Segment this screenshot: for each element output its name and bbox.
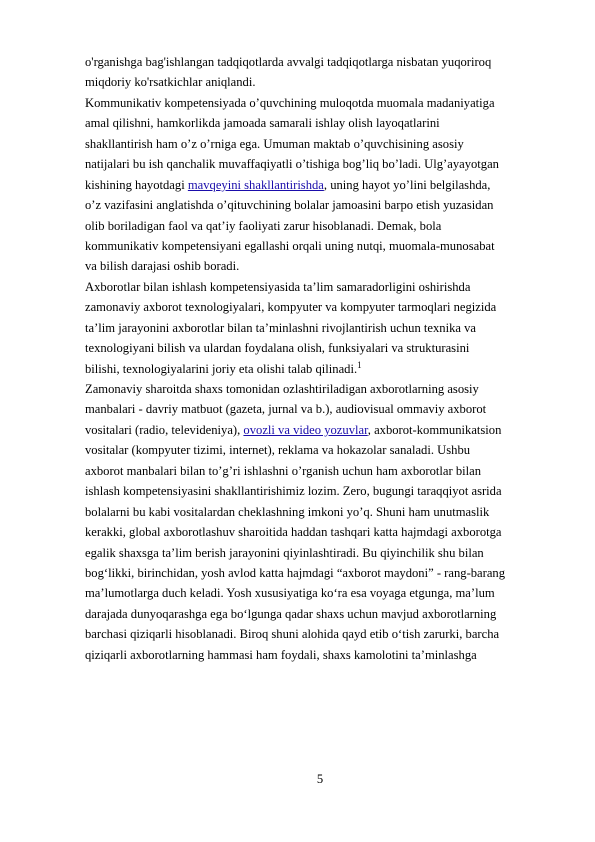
text-line: bog‘likki, birinchidan, yosh avlod katta hajmdagi “axborot maydoni” - rang-barang xyxy=(85,565,506,580)
footnote-marker[interactable]: 1 xyxy=(357,359,362,370)
text-line: o’z vazifasini anglatishda o’qituvchining bolalar jamoasini barpo etish yuzasidan xyxy=(85,198,494,213)
text-line: axborot manbalari bilan to’g’ri ishlashni o’rganish uchun ham axborotlar bilan xyxy=(85,463,482,478)
text-line: darajada dunyoqarashga ega bo‘lgunga qadar shaxs uchun mavjud axborotlarning xyxy=(85,606,497,621)
text-line: manbalari - davriy matbuot (gazeta, jurnal va b.), audiovisual ommaviy axborot xyxy=(85,402,487,417)
text-line: barchasi qiziqarli hisoblanadi. Biroq shuni alohida qayd etib o‘tish zarurki, barcha xyxy=(85,627,500,642)
text-line: Axborotlar bilan ishlash kompetensiyasida ta’lim samaradorligini oshirishda xyxy=(85,279,471,294)
text-line: ta’lim jarayonini axborotlar bilan ta’minlashni rivojlantirish uchun texnika va xyxy=(85,320,477,335)
text-segment: kishining hayotdagi xyxy=(85,177,188,192)
text-segment: vositalari (radio, televideniya), xyxy=(85,422,244,437)
text-line: Zamonaviy sharoitda shaxs tomonidan ozlashtiriladigan axborotlarning asosiy xyxy=(85,382,479,396)
text-line xyxy=(85,175,555,195)
document-body xyxy=(85,52,555,665)
text-line: shakllantirish ham o’z o’rniga ega. Umuman maktab o’quvchisining asosiy xyxy=(85,136,464,151)
text-line: ma’lumotlarga duch keladi. Yosh xususiyatiga ko‘ra esa voyaga etgunga, ma’lum xyxy=(85,586,495,601)
text-line xyxy=(85,420,555,440)
link-ovozli-va-video-yozuvlar[interactable]: ovozli va video yozuvlar xyxy=(243,422,368,437)
text-segment: bilishi, texnologiyalarini joriy eta olishi talab qilinadi. xyxy=(85,361,358,376)
text-line: vositalar (kompyuter tizimi, internet), reklama va hokazolar sanaladi. Ushbu xyxy=(85,443,471,458)
text-line: olib boriladigan faol va qat’iy faoliyati zarur hisoblanadi. Demak, bola xyxy=(85,218,442,233)
text-line: o'rganishga bag'ishlangan tadqiqotlarda avvalgi tadqiqotlarga nisbatan yuqoriroq xyxy=(85,55,492,69)
text-line: egalik shaxsga ta’lim berish jarayonini qiyinlashtiradi. Bu qiyinchilik shu bilan xyxy=(85,545,484,560)
text-line: natijalari bu ish qanchalik muvaffaqiyatli o’tishiga bog’liq bo’ladi. Ulg’ayayotgan xyxy=(85,157,499,172)
text-line: va bilish darajasi oshib boradi. xyxy=(85,259,240,274)
text-segment: , axborot-kommunikatsion xyxy=(367,422,502,437)
text-segment: , uning hayot yo’lini belgilashda, xyxy=(323,177,491,192)
text-line: amal qilishni, hamkorlikda jamoada samarali ishlay olish layoqatlarini xyxy=(85,116,440,131)
link-mavqeyini-shakllantirishda[interactable]: mavqeyini shakllantirishda xyxy=(187,177,324,192)
text-line: texnologiyani bilish va ulardan foydalana olish, funksiyalari va strukturasini xyxy=(85,341,470,356)
text-line: ishlash kompetensiyasini shakllantirishimiz lozim. Zero, bugungi taraqqiyot asrida xyxy=(85,484,502,499)
text-line: kommunikativ kompetensiyani egallashi orqali uning nutqi, muomala-munosabat xyxy=(85,238,495,253)
text-line xyxy=(85,359,555,379)
text-line: miqdoriy ko'rsatkichlar aniqlandi. xyxy=(85,75,256,90)
text-line: zamonaviy axborot texnologiyalari, kompyuter va kompyuter tarmoqlari negizida xyxy=(85,300,497,315)
text-line: Kommunikativ kompetensiyada o’quvchining muloqotda muomala madaniyatiga xyxy=(85,95,495,110)
text-line: kerakki, global axborotlashuv sharoitida haddan tashqari katta hajmdagi axborotga xyxy=(85,525,502,540)
page-number: 5 xyxy=(316,772,324,786)
text-line: qiziqarli axborotlarning hammasi ham foydali, shaxs kamolotini ta’minlashga xyxy=(85,647,477,662)
text-line: bolalarni bu kabi vositalardan cheklashning imkoni yo’q. Shuni ham unutmaslik xyxy=(85,504,490,519)
